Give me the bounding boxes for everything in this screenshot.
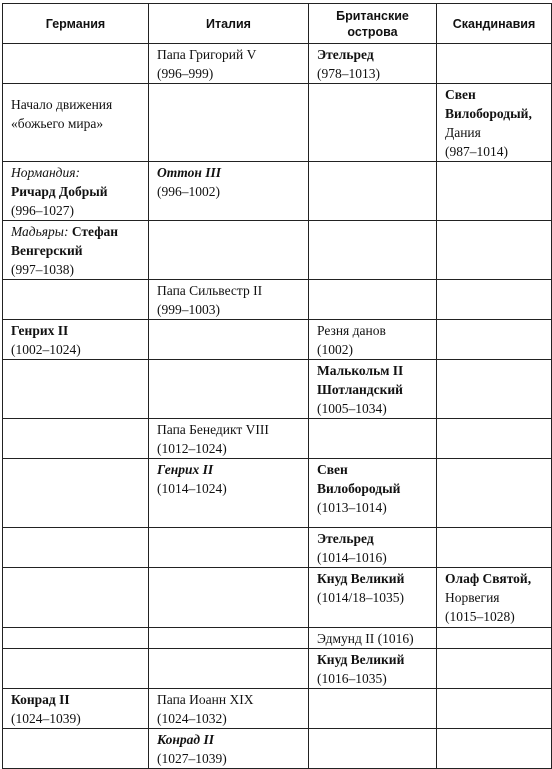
table-cell <box>437 729 552 769</box>
table-cell <box>3 280 149 320</box>
table-row <box>3 44 552 84</box>
table-cell <box>437 162 552 221</box>
cell-text: Папа Григорий V <box>157 47 257 62</box>
table-cell <box>3 649 149 689</box>
cell-line <box>317 340 436 359</box>
table-cell <box>3 44 149 84</box>
table-cell <box>149 320 309 360</box>
table-cell <box>3 84 149 162</box>
cell-line <box>445 607 551 626</box>
table-row <box>3 419 552 459</box>
table-cell <box>309 162 437 221</box>
cell-line <box>445 123 551 142</box>
cell-line <box>317 361 436 380</box>
cell-text: (1014–1016) <box>317 550 387 565</box>
table-cell <box>149 568 309 628</box>
table-cell <box>437 649 552 689</box>
table-cell <box>437 419 552 459</box>
cell-text: (999–1003) <box>157 302 220 317</box>
cell-line <box>445 85 551 104</box>
cell-line <box>157 420 308 439</box>
cell-line <box>11 260 148 279</box>
table-row <box>3 459 552 528</box>
cell-line <box>11 340 148 359</box>
table-cell <box>437 628 552 649</box>
cell-text: Дания <box>445 125 481 140</box>
table-cell <box>3 360 149 419</box>
table-cell <box>309 459 437 528</box>
cell-text: Стефан <box>71 224 119 239</box>
table-cell <box>437 221 552 280</box>
table-cell <box>149 729 309 769</box>
cell-line <box>157 281 308 300</box>
cell-text: (1024–1039) <box>11 711 81 726</box>
table-row <box>3 729 552 769</box>
cell-text: Мадьяры: <box>11 224 69 239</box>
table-cell <box>437 360 552 419</box>
cell-text: Свен <box>445 87 476 102</box>
cell-text: (1002) <box>317 342 353 357</box>
cell-text: Малькольм II <box>317 363 404 378</box>
cell-text: Вилобородый, <box>445 106 532 121</box>
table-cell <box>3 320 149 360</box>
table-cell <box>309 280 437 320</box>
table-cell <box>3 419 149 459</box>
table-cell <box>149 44 309 84</box>
cell-text: «божьего мира» <box>11 116 104 131</box>
table-cell <box>3 459 149 528</box>
cell-text: (1005–1034) <box>317 401 387 416</box>
table-cell <box>3 221 149 280</box>
cell-line <box>317 460 436 479</box>
cell-text: Нормандия: <box>11 165 80 180</box>
cell-line <box>317 569 436 588</box>
table-cell <box>309 360 437 419</box>
table-cell <box>309 528 437 568</box>
cell-text: (1024–1032) <box>157 711 227 726</box>
table-cell <box>149 84 309 162</box>
cell-text: Венгерский <box>11 243 83 258</box>
table-cell <box>309 84 437 162</box>
cell-text: (1014/18–1035) <box>317 590 404 605</box>
table-cell <box>309 689 437 729</box>
cell-line <box>157 439 308 458</box>
cell-line <box>157 460 308 479</box>
cell-text: Кнуд Великий <box>317 652 405 667</box>
chronology-table <box>2 3 552 769</box>
cell-line <box>317 321 436 340</box>
cell-line <box>445 569 551 588</box>
header-italy: Италия <box>149 4 309 44</box>
table-cell <box>149 162 309 221</box>
header-row <box>3 4 552 44</box>
table-cell <box>149 360 309 419</box>
cell-line <box>317 669 436 688</box>
cell-text: (1014–1024) <box>157 481 227 496</box>
table-cell <box>309 320 437 360</box>
cell-text: Олаф Святой, <box>445 571 532 586</box>
cell-text: (1013–1014) <box>317 500 387 515</box>
table-cell <box>149 528 309 568</box>
table-cell <box>149 459 309 528</box>
cell-text: Шотландский <box>317 382 403 397</box>
cell-line <box>11 321 148 340</box>
cell-text: Норвегия <box>445 590 500 605</box>
cell-line <box>157 709 308 728</box>
cell-line <box>445 104 551 123</box>
table-cell <box>3 568 149 628</box>
cell-line <box>317 380 436 399</box>
cell-text: (1015–1028) <box>445 609 515 624</box>
cell-text: Эдмунд II (1016) <box>317 631 414 646</box>
table-cell <box>309 221 437 280</box>
cell-text: (996–999) <box>157 66 214 81</box>
table-cell <box>437 280 552 320</box>
header-british-isles: Британские острова <box>309 4 437 44</box>
cell-line <box>317 45 436 64</box>
table-cell <box>149 221 309 280</box>
cell-line <box>317 629 436 648</box>
cell-text: (996–1027) <box>11 203 74 218</box>
table-row <box>3 568 552 628</box>
cell-text: Генрих II <box>11 323 69 338</box>
table-cell <box>437 320 552 360</box>
cell-line <box>157 690 308 709</box>
header-scandinavia: Скандинавия <box>437 4 552 44</box>
cell-line <box>157 300 308 319</box>
table-cell <box>309 729 437 769</box>
table-cell <box>309 649 437 689</box>
cell-text: Свен <box>317 462 348 477</box>
cell-line <box>317 64 436 83</box>
table-cell <box>149 689 309 729</box>
cell-text: Резня данов <box>317 323 386 338</box>
cell-text: Вилобородый <box>317 481 401 496</box>
cell-text: (1012–1024) <box>157 441 227 456</box>
table-row <box>3 221 552 280</box>
cell-line <box>445 588 551 607</box>
cell-line <box>317 498 436 517</box>
table-cell <box>309 44 437 84</box>
cell-text: (997–1038) <box>11 262 74 277</box>
cell-line <box>317 399 436 418</box>
cell-text: (1002–1024) <box>11 342 81 357</box>
table-cell <box>309 568 437 628</box>
table-cell <box>437 44 552 84</box>
cell-text: Ричард Добрый <box>11 184 108 199</box>
table-row <box>3 649 552 689</box>
cell-text: Кнуд Великий <box>317 571 405 586</box>
cell-text: Конрад II <box>157 732 214 747</box>
cell-text: (978–1013) <box>317 66 380 81</box>
cell-text: Папа Сильвестр II <box>157 283 263 298</box>
table-cell <box>437 689 552 729</box>
cell-text: Этельред <box>317 531 374 546</box>
table-cell <box>437 568 552 628</box>
cell-text: Оттон III <box>157 165 221 180</box>
table-cell <box>3 162 149 221</box>
cell-line <box>317 650 436 669</box>
table-cell <box>3 628 149 649</box>
cell-line <box>11 709 148 728</box>
table-cell <box>3 689 149 729</box>
table-cell <box>3 528 149 568</box>
cell-line <box>11 163 148 182</box>
table-cell <box>309 419 437 459</box>
cell-text: Начало движения <box>11 97 113 112</box>
cell-line <box>11 201 148 220</box>
cell-line <box>157 45 308 64</box>
cell-line <box>317 548 436 567</box>
table-row <box>3 280 552 320</box>
cell-text: Папа Иоанн XIX <box>157 692 254 707</box>
cell-line <box>157 730 308 749</box>
cell-text: (1016–1035) <box>317 671 387 686</box>
table-cell <box>149 280 309 320</box>
cell-line <box>157 749 308 768</box>
cell-text: (1027–1039) <box>157 751 227 766</box>
table-body <box>3 44 552 769</box>
cell-text: Конрад II <box>11 692 70 707</box>
cell-line <box>317 479 436 498</box>
cell-text: (987–1014) <box>445 144 508 159</box>
table-row <box>3 689 552 729</box>
cell-text: Папа Бенедикт VIII <box>157 422 269 437</box>
table-cell <box>437 84 552 162</box>
table-cell <box>3 729 149 769</box>
cell-text: Этельред <box>317 47 374 62</box>
cell-line <box>157 479 308 498</box>
table-cell <box>437 528 552 568</box>
table-cell <box>149 419 309 459</box>
table-row <box>3 162 552 221</box>
table-row <box>3 84 552 162</box>
cell-text: (996–1002) <box>157 184 220 199</box>
cell-line <box>317 588 436 607</box>
cell-line <box>157 182 308 201</box>
table-row <box>3 628 552 649</box>
cell-line <box>11 241 148 260</box>
cell-line <box>11 95 148 114</box>
cell-line <box>11 114 148 133</box>
cell-line <box>157 163 308 182</box>
cell-line <box>11 690 148 709</box>
cell-line <box>445 142 551 161</box>
table-row <box>3 528 552 568</box>
table-row <box>3 320 552 360</box>
cell-line <box>157 64 308 83</box>
cell-line <box>317 529 436 548</box>
cell-line <box>11 222 148 241</box>
table-row <box>3 360 552 419</box>
table-cell <box>309 628 437 649</box>
cell-line <box>11 182 148 201</box>
header-germany: Германия <box>3 4 149 44</box>
table-cell <box>149 649 309 689</box>
table-cell <box>437 459 552 528</box>
table-cell <box>149 628 309 649</box>
cell-text: Генрих II <box>157 462 214 477</box>
